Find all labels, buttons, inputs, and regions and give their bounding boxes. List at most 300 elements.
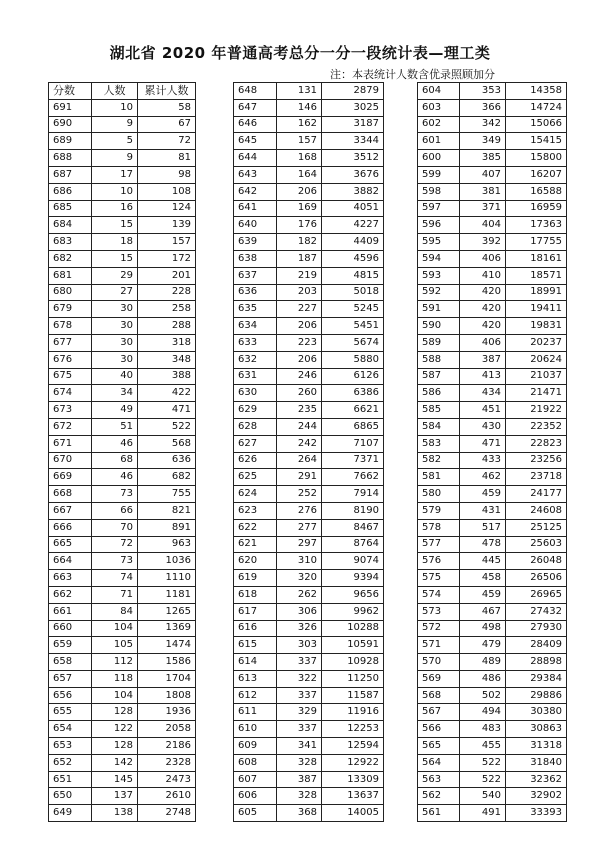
table-row <box>234 704 384 721</box>
count-cell: 252 <box>277 486 322 503</box>
cumulative-cell: 5451 <box>322 318 384 335</box>
score-cell: 625 <box>234 469 277 486</box>
cumulative-cell: 1110 <box>138 570 196 587</box>
count-cell: 337 <box>277 721 322 738</box>
score-cell: 594 <box>418 250 460 267</box>
table-row <box>234 435 384 452</box>
score-cell: 668 <box>49 486 92 503</box>
count-cell: 66 <box>92 502 138 519</box>
table-row <box>49 318 196 335</box>
count-cell: 40 <box>92 368 138 385</box>
cumulative-cell: 10591 <box>322 637 384 654</box>
table-row <box>234 452 384 469</box>
table-row <box>234 586 384 603</box>
score-cell: 690 <box>49 116 92 133</box>
table-row <box>49 385 196 402</box>
score-cell: 587 <box>418 368 460 385</box>
score-cell: 622 <box>234 519 277 536</box>
score-cell: 649 <box>49 805 92 822</box>
count-cell: 434 <box>460 385 506 402</box>
table-row <box>234 250 384 267</box>
score-cell: 617 <box>234 603 277 620</box>
cumulative-cell: 20237 <box>506 334 567 351</box>
score-cell: 618 <box>234 586 277 603</box>
score-cell: 680 <box>49 284 92 301</box>
cumulative-cell: 28898 <box>506 654 567 671</box>
count-cell: 5 <box>92 133 138 150</box>
count-cell: 118 <box>92 670 138 687</box>
count-cell: 17 <box>92 166 138 183</box>
table-row <box>49 351 196 368</box>
count-cell: 310 <box>277 553 322 570</box>
cumulative-cell: 568 <box>138 435 196 452</box>
table-row <box>49 570 196 587</box>
count-cell: 223 <box>277 334 322 351</box>
count-cell: 381 <box>460 183 506 200</box>
count-cell: 420 <box>460 318 506 335</box>
cumulative-cell: 522 <box>138 418 196 435</box>
table-row <box>418 234 567 251</box>
table-row <box>49 301 196 318</box>
table-row <box>234 687 384 704</box>
cumulative-cell: 7107 <box>322 435 384 452</box>
count-cell: 51 <box>92 418 138 435</box>
count-cell: 498 <box>460 620 506 637</box>
cumulative-cell: 22823 <box>506 435 567 452</box>
count-cell: 10 <box>92 183 138 200</box>
cumulative-cell: 31840 <box>506 754 567 771</box>
table-row <box>418 771 567 788</box>
table-row <box>49 654 196 671</box>
cumulative-cell: 25125 <box>506 519 567 536</box>
cumulative-cell: 9394 <box>322 570 384 587</box>
cumulative-cell: 139 <box>138 217 196 234</box>
count-cell: 413 <box>460 368 506 385</box>
cumulative-cell: 21922 <box>506 402 567 419</box>
count-cell: 522 <box>460 754 506 771</box>
score-cell: 578 <box>418 519 460 536</box>
score-cell: 646 <box>234 116 277 133</box>
count-cell: 297 <box>277 536 322 553</box>
table-row <box>234 166 384 183</box>
table-row <box>418 418 567 435</box>
count-cell: 157 <box>277 133 322 150</box>
table-row <box>418 200 567 217</box>
table-row <box>234 603 384 620</box>
score-cell: 650 <box>49 788 92 805</box>
count-cell: 471 <box>460 435 506 452</box>
cumulative-cell: 15415 <box>506 133 567 150</box>
score-cell: 678 <box>49 318 92 335</box>
score-cell: 686 <box>49 183 92 200</box>
table-row <box>49 99 196 116</box>
score-cell: 641 <box>234 200 277 217</box>
score-cell: 623 <box>234 502 277 519</box>
count-cell: 467 <box>460 603 506 620</box>
table-row <box>49 250 196 267</box>
score-cell: 610 <box>234 721 277 738</box>
count-cell: 420 <box>460 301 506 318</box>
count-cell: 366 <box>460 99 506 116</box>
cumulative-cell: 821 <box>138 502 196 519</box>
count-cell: 337 <box>277 654 322 671</box>
table-row <box>418 150 567 167</box>
count-cell: 491 <box>460 805 506 822</box>
cumulative-cell: 8764 <box>322 536 384 553</box>
score-table-2 <box>233 82 384 822</box>
score-cell: 588 <box>418 351 460 368</box>
count-cell: 138 <box>92 805 138 822</box>
cumulative-cell: 4409 <box>322 234 384 251</box>
table-row <box>234 637 384 654</box>
count-cell: 131 <box>277 83 322 100</box>
count-cell: 182 <box>277 234 322 251</box>
cumulative-cell: 24177 <box>506 486 567 503</box>
score-cell: 675 <box>49 368 92 385</box>
score-table-3 <box>417 82 567 822</box>
cumulative-cell: 7662 <box>322 469 384 486</box>
count-cell: 337 <box>277 687 322 704</box>
cumulative-cell: 682 <box>138 469 196 486</box>
count-cell: 264 <box>277 452 322 469</box>
table-row <box>418 351 567 368</box>
cumulative-cell: 67 <box>138 116 196 133</box>
count-cell: 483 <box>460 721 506 738</box>
count-cell: 30 <box>92 301 138 318</box>
table-row <box>49 368 196 385</box>
count-cell: 168 <box>277 150 322 167</box>
table-row <box>234 183 384 200</box>
count-cell: 455 <box>460 738 506 755</box>
table-row <box>49 519 196 536</box>
score-cell: 679 <box>49 301 92 318</box>
score-cell: 638 <box>234 250 277 267</box>
table-row <box>49 133 196 150</box>
count-cell: 242 <box>277 435 322 452</box>
table-row <box>418 704 567 721</box>
cumulative-cell: 124 <box>138 200 196 217</box>
score-cell: 567 <box>418 704 460 721</box>
cumulative-cell: 12922 <box>322 754 384 771</box>
cumulative-cell: 15066 <box>506 116 567 133</box>
cumulative-cell: 4227 <box>322 217 384 234</box>
score-cell: 683 <box>49 234 92 251</box>
table-row <box>234 536 384 553</box>
cumulative-cell: 20624 <box>506 351 567 368</box>
count-cell: 72 <box>92 536 138 553</box>
table-row <box>49 704 196 721</box>
table-row <box>418 805 567 822</box>
count-cell: 291 <box>277 469 322 486</box>
score-cell: 633 <box>234 334 277 351</box>
score-cell: 691 <box>49 99 92 116</box>
table-row <box>418 486 567 503</box>
score-cell: 682 <box>49 250 92 267</box>
cumulative-cell: 6126 <box>322 368 384 385</box>
count-cell: 459 <box>460 586 506 603</box>
count-cell: 341 <box>277 738 322 755</box>
count-cell: 145 <box>92 771 138 788</box>
count-cell: 30 <box>92 318 138 335</box>
count-cell: 462 <box>460 469 506 486</box>
table-row <box>234 721 384 738</box>
cumulative-cell: 9074 <box>322 553 384 570</box>
score-cell: 592 <box>418 284 460 301</box>
count-cell: 112 <box>92 654 138 671</box>
count-cell: 227 <box>277 301 322 318</box>
table-row <box>49 670 196 687</box>
count-cell: 187 <box>277 250 322 267</box>
cumulative-cell: 2879 <box>322 83 384 100</box>
table-row <box>49 267 196 284</box>
score-cell: 604 <box>418 83 460 100</box>
cumulative-cell: 27432 <box>506 603 567 620</box>
count-cell: 46 <box>92 435 138 452</box>
score-cell: 602 <box>418 116 460 133</box>
count-cell: 203 <box>277 284 322 301</box>
table-row <box>418 368 567 385</box>
table-row <box>234 469 384 486</box>
cumulative-cell: 7371 <box>322 452 384 469</box>
table-row <box>49 334 196 351</box>
score-cell: 570 <box>418 654 460 671</box>
table-row <box>418 385 567 402</box>
score-cell: 648 <box>234 83 277 100</box>
count-cell: 353 <box>460 83 506 100</box>
count-cell: 445 <box>460 553 506 570</box>
table-row <box>234 620 384 637</box>
count-cell: 431 <box>460 502 506 519</box>
cumulative-cell: 1036 <box>138 553 196 570</box>
score-cell: 659 <box>49 637 92 654</box>
table-row <box>418 536 567 553</box>
score-cell: 657 <box>49 670 92 687</box>
score-cell: 669 <box>49 469 92 486</box>
cumulative-cell: 5245 <box>322 301 384 318</box>
cumulative-cell: 29886 <box>506 687 567 704</box>
table-row <box>234 771 384 788</box>
count-cell: 9 <box>92 150 138 167</box>
table-row <box>49 738 196 755</box>
cumulative-cell: 636 <box>138 452 196 469</box>
score-cell: 581 <box>418 469 460 486</box>
count-cell: 420 <box>460 284 506 301</box>
count-cell: 162 <box>277 116 322 133</box>
score-cell: 628 <box>234 418 277 435</box>
cumulative-cell: 21037 <box>506 368 567 385</box>
table-row <box>418 738 567 755</box>
score-cell: 582 <box>418 452 460 469</box>
cumulative-cell: 18571 <box>506 267 567 284</box>
cumulative-cell: 58 <box>138 99 196 116</box>
score-cell: 615 <box>234 637 277 654</box>
table-row <box>418 217 567 234</box>
score-cell: 598 <box>418 183 460 200</box>
cumulative-cell: 14005 <box>322 805 384 822</box>
count-cell: 371 <box>460 200 506 217</box>
count-cell: 322 <box>277 670 322 687</box>
table-row <box>418 620 567 637</box>
score-cell: 626 <box>234 452 277 469</box>
score-cell: 572 <box>418 620 460 637</box>
table-row <box>49 771 196 788</box>
count-cell: 433 <box>460 452 506 469</box>
score-cell: 639 <box>234 234 277 251</box>
table-row <box>49 788 196 805</box>
cumulative-cell: 5674 <box>322 334 384 351</box>
score-cell: 687 <box>49 166 92 183</box>
count-cell: 16 <box>92 200 138 217</box>
count-cell: 306 <box>277 603 322 620</box>
count-cell: 142 <box>92 754 138 771</box>
score-cell: 619 <box>234 570 277 587</box>
score-cell: 681 <box>49 267 92 284</box>
count-cell: 219 <box>277 267 322 284</box>
score-cell: 642 <box>234 183 277 200</box>
score-cell: 568 <box>418 687 460 704</box>
count-cell: 262 <box>277 586 322 603</box>
cumulative-cell: 1265 <box>138 603 196 620</box>
cumulative-cell: 22352 <box>506 418 567 435</box>
table-row <box>234 670 384 687</box>
cumulative-cell: 13309 <box>322 771 384 788</box>
score-cell: 663 <box>49 570 92 587</box>
score-cell: 593 <box>418 267 460 284</box>
cumulative-cell: 6865 <box>322 418 384 435</box>
count-cell: 458 <box>460 570 506 587</box>
table-row <box>234 502 384 519</box>
cumulative-cell: 28409 <box>506 637 567 654</box>
count-cell: 9 <box>92 116 138 133</box>
table-row <box>49 435 196 452</box>
cumulative-cell: 23718 <box>506 469 567 486</box>
table-row <box>234 418 384 435</box>
table-row <box>418 133 567 150</box>
cumulative-cell: 7914 <box>322 486 384 503</box>
cumulative-cell: 25603 <box>506 536 567 553</box>
score-cell: 591 <box>418 301 460 318</box>
table-row <box>418 435 567 452</box>
cumulative-cell: 13637 <box>322 788 384 805</box>
count-cell: 46 <box>92 469 138 486</box>
score-cell: 660 <box>49 620 92 637</box>
table-row <box>234 570 384 587</box>
score-cell: 671 <box>49 435 92 452</box>
score-cell: 585 <box>418 402 460 419</box>
count-cell: 128 <box>92 704 138 721</box>
count-cell: 326 <box>277 620 322 637</box>
count-cell: 105 <box>92 637 138 654</box>
score-cell: 577 <box>418 536 460 553</box>
cumulative-cell: 18991 <box>506 284 567 301</box>
cumulative-cell: 16959 <box>506 200 567 217</box>
cumulative-cell: 19831 <box>506 318 567 335</box>
cumulative-cell: 3676 <box>322 166 384 183</box>
cumulative-cell: 98 <box>138 166 196 183</box>
table-row <box>234 267 384 284</box>
cumulative-cell: 6386 <box>322 385 384 402</box>
count-cell: 146 <box>277 99 322 116</box>
score-cell: 658 <box>49 654 92 671</box>
cumulative-cell: 2328 <box>138 754 196 771</box>
table-row <box>234 486 384 503</box>
table-row <box>49 536 196 553</box>
score-cell: 564 <box>418 754 460 771</box>
score-cell: 609 <box>234 738 277 755</box>
count-cell: 206 <box>277 318 322 335</box>
count-cell: 430 <box>460 418 506 435</box>
table-row <box>418 402 567 419</box>
score-cell: 656 <box>49 687 92 704</box>
count-cell: 459 <box>460 486 506 503</box>
table-row <box>234 385 384 402</box>
score-cell: 674 <box>49 385 92 402</box>
score-cell: 589 <box>418 334 460 351</box>
table-row <box>234 351 384 368</box>
count-cell: 328 <box>277 754 322 771</box>
cumulative-cell: 27930 <box>506 620 567 637</box>
count-cell: 70 <box>92 519 138 536</box>
score-cell: 601 <box>418 133 460 150</box>
cumulative-cell: 8190 <box>322 502 384 519</box>
cumulative-cell: 348 <box>138 351 196 368</box>
score-cell: 574 <box>418 586 460 603</box>
score-cell: 662 <box>49 586 92 603</box>
cumulative-cell: 2748 <box>138 805 196 822</box>
score-cell: 596 <box>418 217 460 234</box>
count-cell: 71 <box>92 586 138 603</box>
cumulative-cell: 3512 <box>322 150 384 167</box>
table-row <box>49 754 196 771</box>
count-cell: 517 <box>460 519 506 536</box>
table-row <box>234 200 384 217</box>
table-row <box>49 116 196 133</box>
table-note: 注：本表统计人数含优录照顾加分 <box>330 68 495 81</box>
table-row <box>234 805 384 822</box>
page-title: 湖北省 2020 年普通高考总分一分一段统计表—理工类 <box>109 44 491 62</box>
score-cell: 624 <box>234 486 277 503</box>
table-row <box>418 116 567 133</box>
score-cell: 667 <box>49 502 92 519</box>
score-cell: 666 <box>49 519 92 536</box>
table-row <box>49 486 196 503</box>
count-cell: 410 <box>460 267 506 284</box>
cumulative-cell: 422 <box>138 385 196 402</box>
table-row <box>418 687 567 704</box>
count-cell: 404 <box>460 217 506 234</box>
score-cell: 620 <box>234 553 277 570</box>
count-cell: 30 <box>92 334 138 351</box>
score-cell: 685 <box>49 200 92 217</box>
table-row <box>418 603 567 620</box>
cumulative-cell: 388 <box>138 368 196 385</box>
table-row <box>49 452 196 469</box>
cumulative-cell: 5880 <box>322 351 384 368</box>
cumulative-cell: 32902 <box>506 788 567 805</box>
table-row <box>49 418 196 435</box>
count-cell: 328 <box>277 788 322 805</box>
cumulative-cell: 18161 <box>506 250 567 267</box>
count-cell: 349 <box>460 133 506 150</box>
table-row <box>49 183 196 200</box>
cumulative-cell: 29384 <box>506 670 567 687</box>
count-cell: 10 <box>92 99 138 116</box>
cumulative-cell: 5018 <box>322 284 384 301</box>
table-row <box>418 166 567 183</box>
score-cell: 644 <box>234 150 277 167</box>
cumulative-cell: 16207 <box>506 166 567 183</box>
count-cell: 303 <box>277 637 322 654</box>
